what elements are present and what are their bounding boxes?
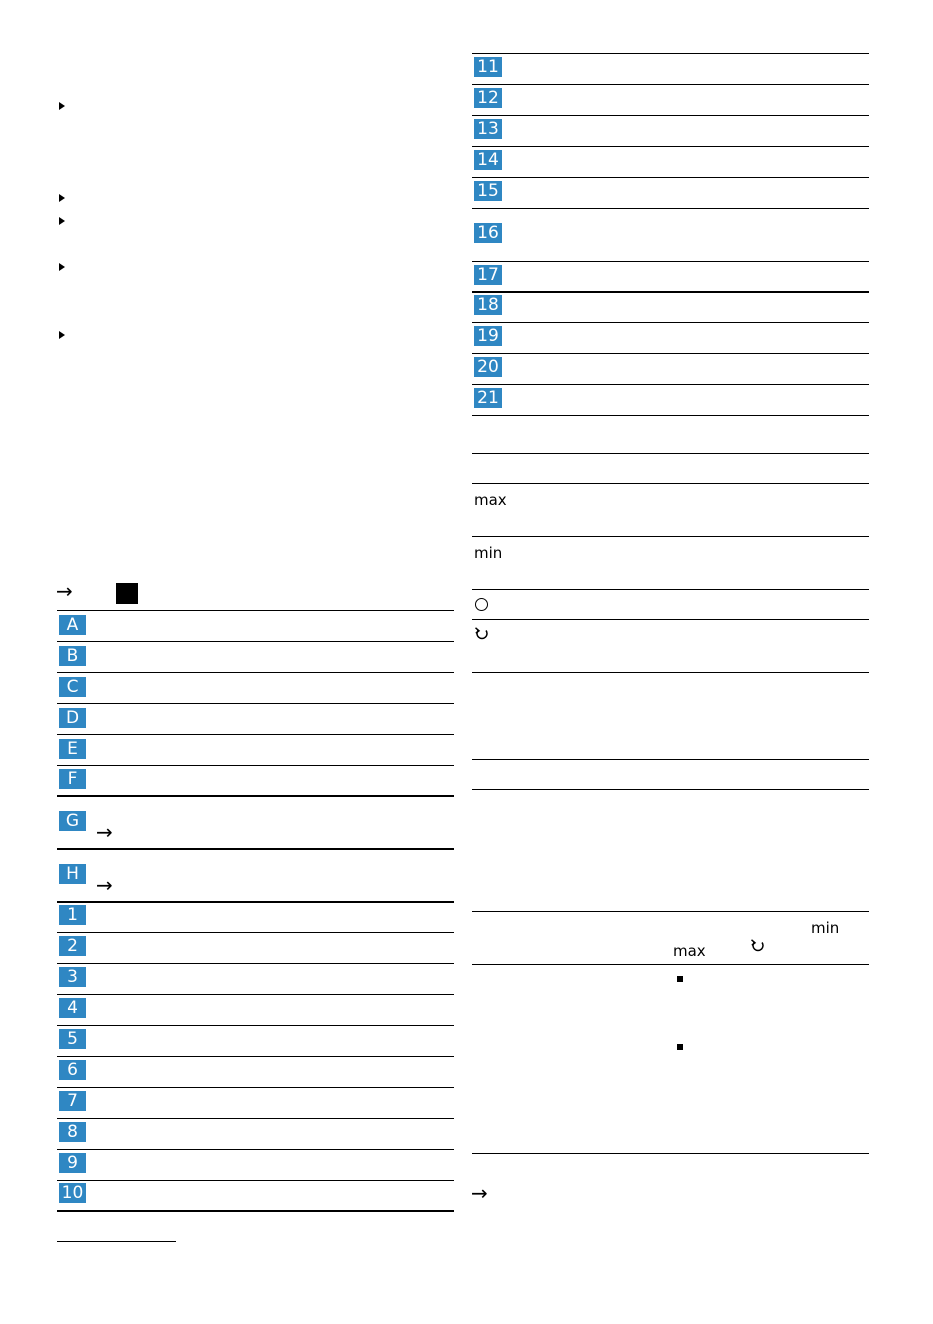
position-badge: 16 (474, 223, 502, 243)
position-badge: D (59, 708, 86, 728)
refresh-icon (750, 938, 766, 954)
position-badge: 1 (59, 905, 86, 925)
position-badge: F (59, 769, 86, 789)
position-badge: 6 (59, 1060, 86, 1080)
position-badge: 13 (474, 119, 502, 139)
position-badge: 8 (59, 1122, 86, 1142)
position-badge: 12 (474, 88, 502, 108)
position-badge: G (59, 811, 86, 831)
position-badge: 4 (59, 998, 86, 1018)
position-badge: E (59, 739, 86, 759)
position-badge: H (59, 864, 86, 884)
position-badge: A (59, 615, 86, 635)
square-bullet (677, 1044, 683, 1050)
position-badge: 5 (59, 1029, 86, 1049)
arrow-right-icon: → (471, 1181, 488, 1205)
position-badge: B (59, 646, 86, 666)
components-table-left (57, 610, 454, 1213)
refresh-icon (474, 626, 490, 642)
position-badge: 3 (59, 967, 86, 987)
position-badge: 21 (474, 388, 502, 408)
position-badge: C (59, 677, 86, 697)
min-symbol: min (474, 544, 503, 562)
circle-symbol-icon (475, 598, 488, 611)
arrow-right-icon: → (96, 820, 113, 844)
figure-square-icon (116, 583, 138, 604)
position-badge: 18 (474, 295, 502, 315)
position-badge: 14 (474, 150, 502, 170)
position-badge: 17 (474, 265, 502, 285)
bullet-marker (59, 331, 65, 339)
bullet-marker (59, 102, 65, 110)
position-badge: 15 (474, 181, 502, 201)
arrow-right-icon: → (96, 873, 113, 897)
position-badge: 2 (59, 936, 86, 956)
bullet-marker (59, 217, 65, 225)
position-badge: 7 (59, 1091, 86, 1111)
bullet-marker (59, 194, 65, 202)
position-badge: 19 (474, 326, 502, 346)
min-label: min (811, 919, 840, 937)
square-bullet (677, 976, 683, 982)
position-badge: 11 (474, 57, 502, 77)
max-label: max (673, 942, 706, 960)
position-badge: 20 (474, 357, 502, 377)
position-badge: 9 (59, 1153, 86, 1173)
arrow-right-icon: → (56, 579, 73, 603)
components-table-right (472, 53, 869, 1155)
position-badge: 10 (59, 1183, 86, 1203)
footnote-separator (57, 1241, 176, 1242)
bullet-marker (59, 263, 65, 271)
max-symbol: max (474, 491, 507, 509)
